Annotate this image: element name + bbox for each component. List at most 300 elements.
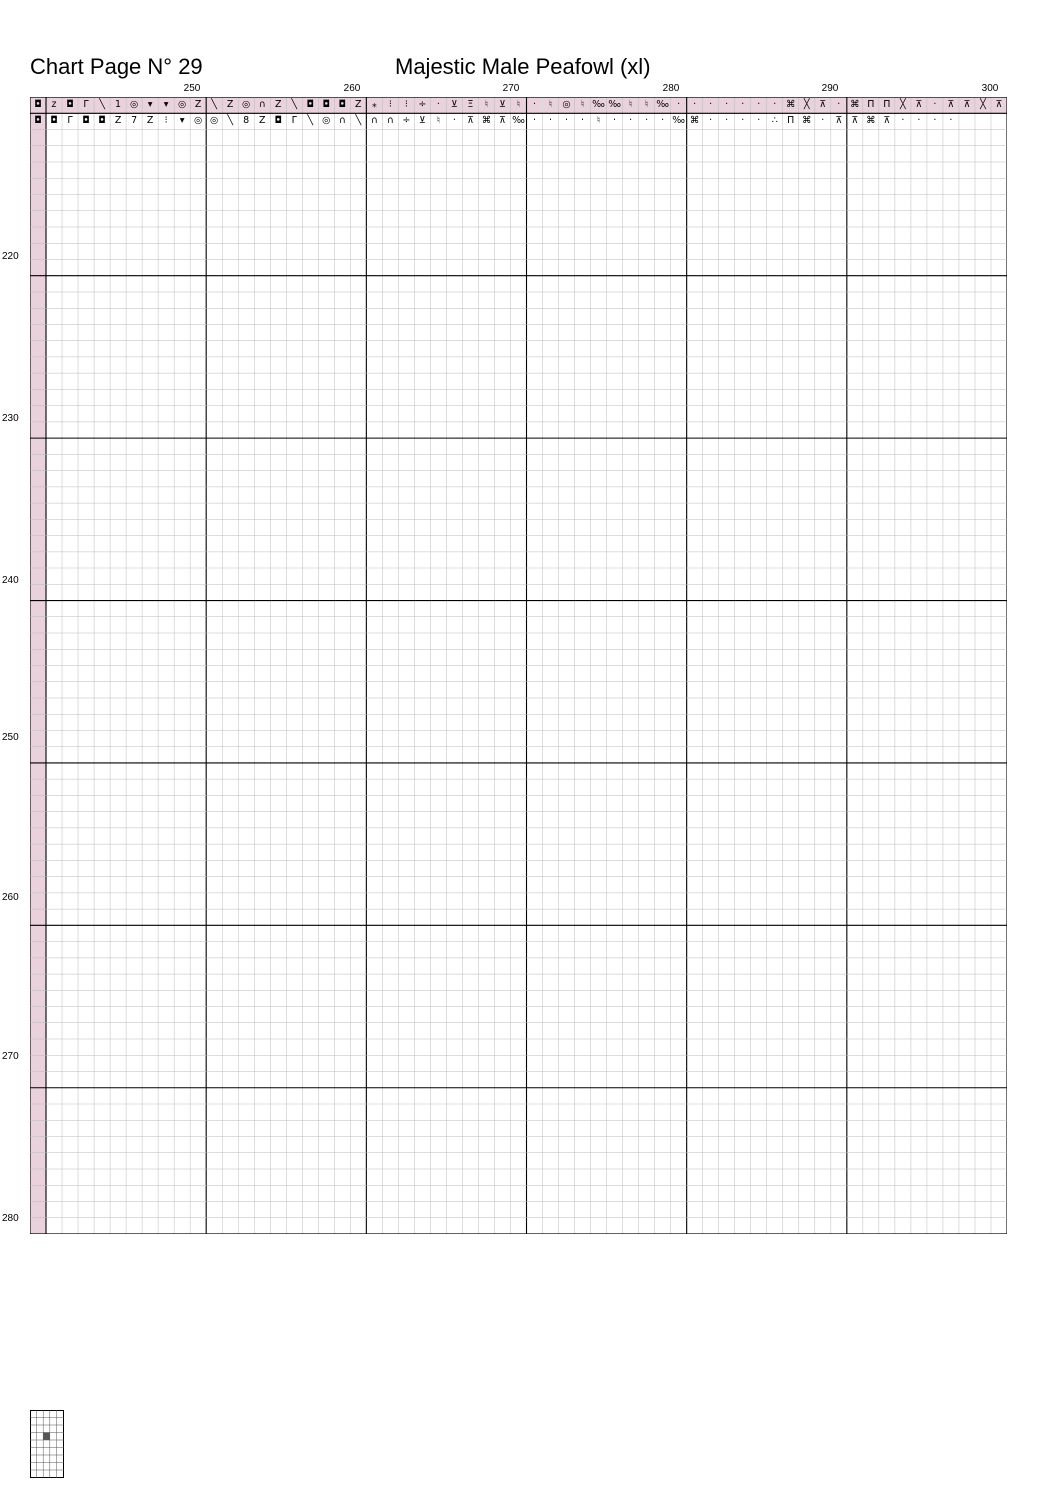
chart-cell [126,406,142,422]
chart-cell [190,487,206,503]
chart-cell [366,129,382,145]
chart-cell [94,292,110,308]
chart-cell [687,617,703,633]
chart-cell [190,259,206,275]
chart-cell [174,211,190,227]
chart-cell [639,292,655,308]
chart-cell [478,503,494,519]
chart-cell: ∩ [334,113,350,129]
chart-cell [190,503,206,519]
chart-cell [30,568,46,584]
chart-cell [575,227,591,243]
chart-cell [831,487,847,503]
chart-cell [302,146,318,162]
chart-cell [815,341,831,357]
chart-cell [430,178,446,194]
chart-cell [190,227,206,243]
chart-cell [286,341,302,357]
chart-cell: · [735,97,751,113]
chart-cell: · [767,97,783,113]
chart-cell [366,227,382,243]
chart-cell [62,357,78,373]
chart-cell [62,422,78,438]
chart-cell: ◘ [30,113,46,129]
chart-cell [398,422,414,438]
chart-cell: Z [222,97,238,113]
chart-cell [879,503,895,519]
chart-cell [334,519,350,535]
chart-cell [254,146,270,162]
chart-cell [222,324,238,340]
chart-cell [847,243,863,259]
chart-cell [254,341,270,357]
chart-cell [318,162,334,178]
chart-cell [526,617,542,633]
chart-cell [206,194,222,210]
chart-cell [863,389,879,405]
chart-cell [767,471,783,487]
chart-cell [783,129,799,145]
chart-cell [46,178,62,194]
chart-cell [302,324,318,340]
chart-cell [30,552,46,568]
chart-cell [462,422,478,438]
chart-cell [623,146,639,162]
chart-cell [302,162,318,178]
chart-cell [206,243,222,259]
chart-cell [719,487,735,503]
chart-cell [863,454,879,470]
chart-cell [687,341,703,357]
chart-cell [607,276,623,292]
chart-cell [46,535,62,551]
chart-cell [430,454,446,470]
chart-row [30,292,1007,308]
chart-cell [847,341,863,357]
chart-cell [46,633,62,649]
chart-cell [847,324,863,340]
chart-cell [446,519,462,535]
chart-cell [975,503,991,519]
chart-cell [158,552,174,568]
chart-cell [591,324,607,340]
chart-cell [543,584,559,600]
chart-cell [494,438,510,454]
chart-cell [62,308,78,324]
chart-cell [831,162,847,178]
chart-cell [559,584,575,600]
chart-cell [446,259,462,275]
chart-cell [510,535,526,551]
chart-cell [158,194,174,210]
chart-cell [510,406,526,422]
chart-cell [126,471,142,487]
chart-cell [911,243,927,259]
chart-cell [302,584,318,600]
chart-cell [286,292,302,308]
chart-cell [206,292,222,308]
chart-cell [510,146,526,162]
chart-cell [142,438,158,454]
chart-cell [366,162,382,178]
chart-cell [222,438,238,454]
chart-row [30,308,1007,324]
chart-cell [687,178,703,194]
chart-cell [62,535,78,551]
chart-cell [591,406,607,422]
chart-cell [302,422,318,438]
chart-cell [735,438,751,454]
chart-cell [62,471,78,487]
chart-cell: · [526,113,542,129]
chart-cell [190,617,206,633]
chart-cell [446,276,462,292]
chart-cell [126,454,142,470]
chart-cell [607,454,623,470]
chart-cell [991,162,1007,178]
chart-cell [863,519,879,535]
chart-cell [991,373,1007,389]
chart-cell [943,162,959,178]
row-number: 250 [2,733,29,743]
chart-cell [190,454,206,470]
chart-cell [911,438,927,454]
chart-cell [430,633,446,649]
chart-cell [815,178,831,194]
chart-cell [991,422,1007,438]
chart-cell [591,162,607,178]
chart-cell [623,617,639,633]
chart-cell: · [526,97,542,113]
chart-cell [639,178,655,194]
chart-row [30,454,1007,470]
chart-cell [206,438,222,454]
chart-cell [559,503,575,519]
chart-cell [543,487,559,503]
chart-cell [158,276,174,292]
chart-cell: ▾ [174,113,190,129]
chart-cell [238,341,254,357]
chart-cell [414,406,430,422]
chart-cell [815,519,831,535]
chart-cell [126,162,142,178]
chart-cell [607,211,623,227]
chart-cell [254,162,270,178]
chart-cell: ◘ [302,97,318,113]
chart-cell [46,341,62,357]
chart-cell [478,357,494,373]
chart-cell: Z [350,97,366,113]
chart-cell [895,276,911,292]
chart-cell [783,194,799,210]
chart-cell [462,162,478,178]
chart-cell [334,227,350,243]
chart-cell [847,600,863,616]
chart-cell [687,454,703,470]
chart-cell [286,178,302,194]
chart-cell [831,389,847,405]
chart-cell [623,357,639,373]
chart-cell: Ξ [462,97,478,113]
chart-cell [126,389,142,405]
chart-cell [895,454,911,470]
chart-cell [78,308,94,324]
chart-cell [943,471,959,487]
chart-cell [494,519,510,535]
chart-cell [959,292,975,308]
chart-cell [222,519,238,535]
chart-cell [142,146,158,162]
chart-cell [350,146,366,162]
chart-cell [254,617,270,633]
chart-cell [206,227,222,243]
chart-cell: ♮ [510,97,526,113]
chart-cell [751,243,767,259]
chart-cell [430,308,446,324]
chart-cell [318,633,334,649]
chart-cell [462,211,478,227]
chart-cell [559,308,575,324]
chart-cell [46,422,62,438]
chart-cell [190,584,206,600]
chart-cell [462,519,478,535]
chart-cell [350,308,366,324]
chart-cell [671,162,687,178]
chart-cell [655,438,671,454]
chart-cell [526,341,542,357]
chart-cell [62,276,78,292]
chart-cell [46,438,62,454]
chart-cell [494,568,510,584]
chart-cell [847,211,863,227]
chart-cell [911,471,927,487]
chart-cell [543,600,559,616]
chart-cell [719,552,735,568]
chart-cell [991,357,1007,373]
chart-cell [975,227,991,243]
chart-cell [30,308,46,324]
chart-cell [959,389,975,405]
chart-cell [350,422,366,438]
chart-cell [607,535,623,551]
chart-cell [318,178,334,194]
chart-cell [382,373,398,389]
chart-cell [126,211,142,227]
chart-cell [751,438,767,454]
chart-cell [350,552,366,568]
chart-cell [510,422,526,438]
chart-cell [318,487,334,503]
chart-cell [414,422,430,438]
chart-cell [334,129,350,145]
chart-cell [414,308,430,324]
chart-cell [254,308,270,324]
chart-cell [607,519,623,535]
chart-cell [110,633,126,649]
chart-cell [110,519,126,535]
chart-cell [735,162,751,178]
chart-cell [46,503,62,519]
chart-cell [671,373,687,389]
chart-cell [398,308,414,324]
chart-cell [446,292,462,308]
chart-cell [142,552,158,568]
chart-cell [30,519,46,535]
chart-cell [462,600,478,616]
chart-cell [543,178,559,194]
chart-cell [222,389,238,405]
chart-cell [607,471,623,487]
chart-cell [190,535,206,551]
chart-cell [927,535,943,551]
chart-cell [62,633,78,649]
chart-cell [446,422,462,438]
chart-cell [94,471,110,487]
chart-cell [735,308,751,324]
chart-cell: ╳ [975,97,991,113]
chart-cell [446,129,462,145]
chart-cell [286,633,302,649]
chart-cell [158,584,174,600]
chart-cell [655,194,671,210]
chart-cell [206,503,222,519]
chart-cell [767,584,783,600]
chart-cell [190,211,206,227]
chart-row [30,471,1007,487]
chart-cell [510,617,526,633]
chart-cell [78,194,94,210]
chart-cell [78,146,94,162]
chart-cell [430,389,446,405]
chart-cell [799,211,815,227]
chart-cell [462,357,478,373]
chart-cell [895,535,911,551]
chart-cell [78,519,94,535]
chart-cell: · [639,113,655,129]
chart-cell [206,600,222,616]
chart-cell [975,438,991,454]
chart-cell [671,292,687,308]
chart-cell [623,259,639,275]
chart-cell [110,568,126,584]
chart-cell [671,259,687,275]
chart-cell [895,406,911,422]
chart-cell [446,227,462,243]
chart-cell [895,552,911,568]
chart-cell [783,568,799,584]
chart-cell [943,146,959,162]
chart-cell [623,568,639,584]
chart-cell [62,438,78,454]
chart-cell [414,243,430,259]
chart-cell [334,146,350,162]
chart-cell [478,633,494,649]
chart-cell [831,178,847,194]
chart-cell [158,503,174,519]
chart-cell [190,438,206,454]
chart-cell [366,292,382,308]
chart-cell [366,503,382,519]
chart-cell [78,211,94,227]
chart-cell [446,633,462,649]
chart-cell [623,178,639,194]
chart-cell [671,600,687,616]
chart-cell [879,535,895,551]
chart-cell [927,503,943,519]
chart-cell [302,341,318,357]
chart-cell [543,292,559,308]
chart-cell [639,600,655,616]
chart-cell [286,162,302,178]
chart-cell [318,422,334,438]
chart-cell [655,519,671,535]
chart-cell [366,276,382,292]
chart-cell [543,406,559,422]
chart-cell [959,162,975,178]
chart-cell [430,406,446,422]
chart-cell [719,259,735,275]
chart-cell: ♮ [575,97,591,113]
chart-cell [607,487,623,503]
chart-cell [575,276,591,292]
chart-cell: 8 [238,113,254,129]
chart-cell [206,617,222,633]
chart-row [30,487,1007,503]
chart-cell [623,584,639,600]
chart-cell [430,617,446,633]
chart-cell [142,503,158,519]
chart-cell [943,292,959,308]
chart-cell [575,373,591,389]
chart-cell [639,471,655,487]
chart-cell [543,503,559,519]
chart-cell [767,162,783,178]
chart-cell: · [751,97,767,113]
chart-cell [78,617,94,633]
chart-cell [719,584,735,600]
chart-cell [350,276,366,292]
chart-cell [783,308,799,324]
chart-cell [478,211,494,227]
chart-cell [575,584,591,600]
chart-cell [927,552,943,568]
chart-cell: Γ [62,113,78,129]
chart-cell [911,259,927,275]
chart-cell [158,487,174,503]
chart-cell [783,357,799,373]
chart-cell [350,178,366,194]
chart-cell [46,406,62,422]
chart-cell [318,552,334,568]
chart-cell [62,194,78,210]
chart-cell [895,341,911,357]
chart-cell [991,113,1007,129]
chart-cell [719,373,735,389]
chart-cell [815,146,831,162]
chart-cell [286,422,302,438]
chart-cell [414,471,430,487]
chart-cell [190,129,206,145]
chart-cell [703,503,719,519]
chart-cell [446,178,462,194]
chart-cell [927,341,943,357]
chart-cell [526,600,542,616]
chart-cell [366,471,382,487]
chart-cell [350,471,366,487]
chart-cell [462,276,478,292]
chart-cell [879,406,895,422]
chart-cell [430,422,446,438]
